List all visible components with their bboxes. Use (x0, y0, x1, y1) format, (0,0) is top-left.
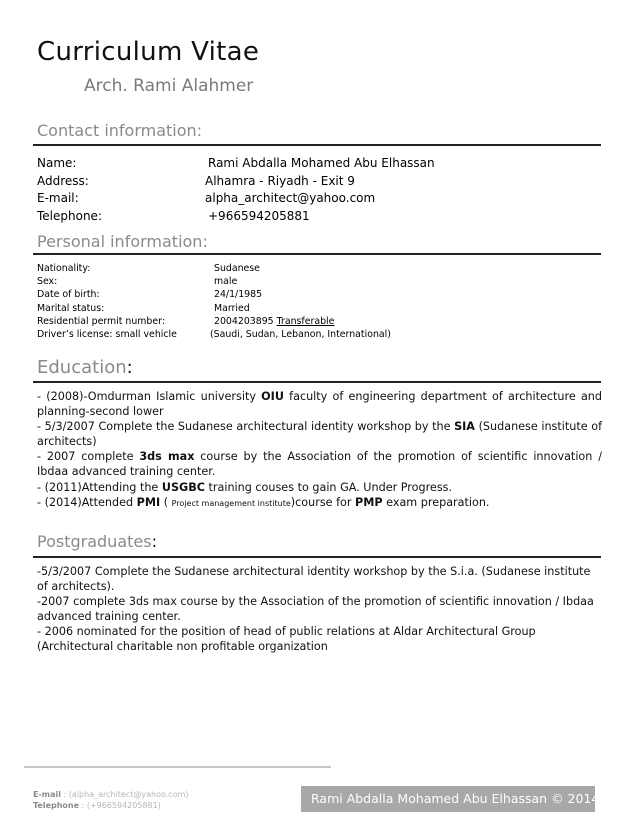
personal-label: Marital status: (37, 302, 105, 314)
education-heading-colon: : (126, 357, 133, 378)
postgraduates-heading-text: Postgraduates (37, 532, 152, 551)
contact-table (37, 156, 602, 226)
personal-label: Nationality: (37, 263, 91, 274)
personal-row-sex (37, 276, 602, 289)
permit-transferable: Transferable (276, 315, 335, 327)
edu-text: - (2008)-Omdurman Islamic university (37, 390, 262, 403)
education-item (37, 419, 602, 449)
edu-bold: SIA (454, 420, 475, 434)
footer-copyright: Rami Abdalla Mohamed Abu Elhassan © 2014 (311, 791, 600, 806)
postgraduates-divider (33, 556, 601, 558)
postgraduate-item: - 2006 nominated for the position of head of public relations at Aldar Architectural Group (Architectural charitable non profitable organization (37, 625, 536, 654)
education-divider (33, 381, 601, 383)
education-item (37, 480, 602, 495)
contact-row-address (37, 174, 602, 192)
postgraduate-item: -2007 complete 3ds max course by the Association of the promotion of scientific innovation / Ibdaa advanced training center. (37, 595, 594, 624)
personal-row-marital (37, 303, 602, 316)
education-item (37, 449, 602, 479)
personal-row-nationality (37, 263, 602, 276)
postgraduates-heading-colon: : (151, 532, 157, 551)
education-item (37, 389, 602, 419)
footer-contact (33, 789, 189, 811)
edu-text: )course for (290, 495, 356, 509)
personal-row-license (37, 329, 602, 342)
footer-phone-value: : (+966594205881) (79, 801, 161, 810)
personal-value: Married (214, 302, 250, 314)
edu-bold: PMI (136, 495, 161, 509)
permit-number: 2004203895 (214, 315, 274, 327)
edu-text: - (2014)Attended (37, 495, 137, 509)
edu-text: - 2007 complete (37, 450, 140, 464)
personal-divider (33, 253, 601, 255)
personal-row-permit (37, 316, 602, 329)
postgraduates-heading (37, 532, 157, 551)
footer-email (33, 789, 189, 800)
personal-value: (Saudi, Sudan, Lebanon, International) (210, 328, 391, 340)
footer-phone-label: Telephone (33, 801, 80, 810)
contact-value: Alhamra - Riyadh - Exit 9 (205, 173, 355, 188)
personal-heading: Personal information: (37, 232, 208, 251)
personal-label: Driver’s license: small vehicle (37, 328, 177, 340)
education-heading-text: Education (37, 357, 127, 378)
contact-row-telephone (37, 209, 602, 227)
contact-row-email (37, 191, 602, 209)
personal-value: 24/1/1985 (214, 289, 263, 301)
edu-text: training couses to gain GA. Under Progress. (204, 480, 453, 494)
personal-label: Date of birth: (37, 289, 100, 301)
personal-value (214, 316, 334, 327)
edu-bold: 3ds max (139, 450, 195, 464)
edu-bold: PMP (355, 495, 383, 509)
edu-text: faculty of engineering department of architecture and planning-second lower (37, 390, 602, 419)
edu-text: ( (160, 495, 172, 509)
education-heading (37, 357, 133, 378)
footer-email-label: E-mail (33, 790, 62, 799)
edu-text: exam preparation. (382, 495, 490, 509)
personal-row-dob (37, 289, 602, 302)
contact-label: Address: (37, 173, 89, 188)
contact-label: Name: (37, 156, 77, 170)
contact-value: +966594205881 (208, 208, 310, 223)
personal-value: Sudanese (214, 263, 260, 274)
edu-bold: USGBC (161, 480, 205, 494)
contact-heading: Contact information: (37, 121, 203, 140)
contact-label: E-mail: (37, 191, 79, 205)
edu-small-text: Project management institute (171, 498, 291, 508)
contact-row-name (37, 156, 602, 174)
contact-divider (33, 144, 601, 146)
edu-bold: OIU (261, 390, 284, 403)
document-subtitle: Arch. Rami Alahmer (84, 76, 254, 96)
education-list (37, 389, 602, 511)
footer-phone (33, 800, 189, 811)
personal-value: male (214, 276, 238, 288)
contact-label: Telephone: (37, 208, 102, 223)
postgraduate-item: -5/3/2007 Complete the Sudanese architectural identity workshop by the S.i.a. (Sudanese institute of architects). (37, 565, 591, 594)
edu-text: course by the Association of the promotion of scientific innovation / Ibdaa advanced training center. (37, 450, 602, 479)
document-title: Curriculum Vitae (37, 37, 260, 67)
personal-table (37, 263, 602, 342)
contact-value: Rami Abdalla Mohamed Abu Elhassan (208, 156, 435, 170)
personal-label: Sex: (37, 276, 58, 288)
edu-text: - (2011)Attending the (37, 480, 162, 494)
postgraduates-list (37, 564, 602, 655)
contact-value: alpha_architect@yahoo.com (205, 191, 376, 205)
edu-text: (Sudanese institute of architects) (37, 420, 603, 449)
edu-text: - 5/3/2007 Complete the Sudanese architectural identity workshop by the (37, 420, 455, 434)
education-item (37, 495, 602, 511)
footer-divider (24, 766, 331, 768)
footer-copyright-box (301, 786, 600, 812)
footer-email-value: : (alpha_architect@yahoo.com) (61, 790, 189, 799)
personal-label: Residential permit number: (37, 315, 166, 327)
